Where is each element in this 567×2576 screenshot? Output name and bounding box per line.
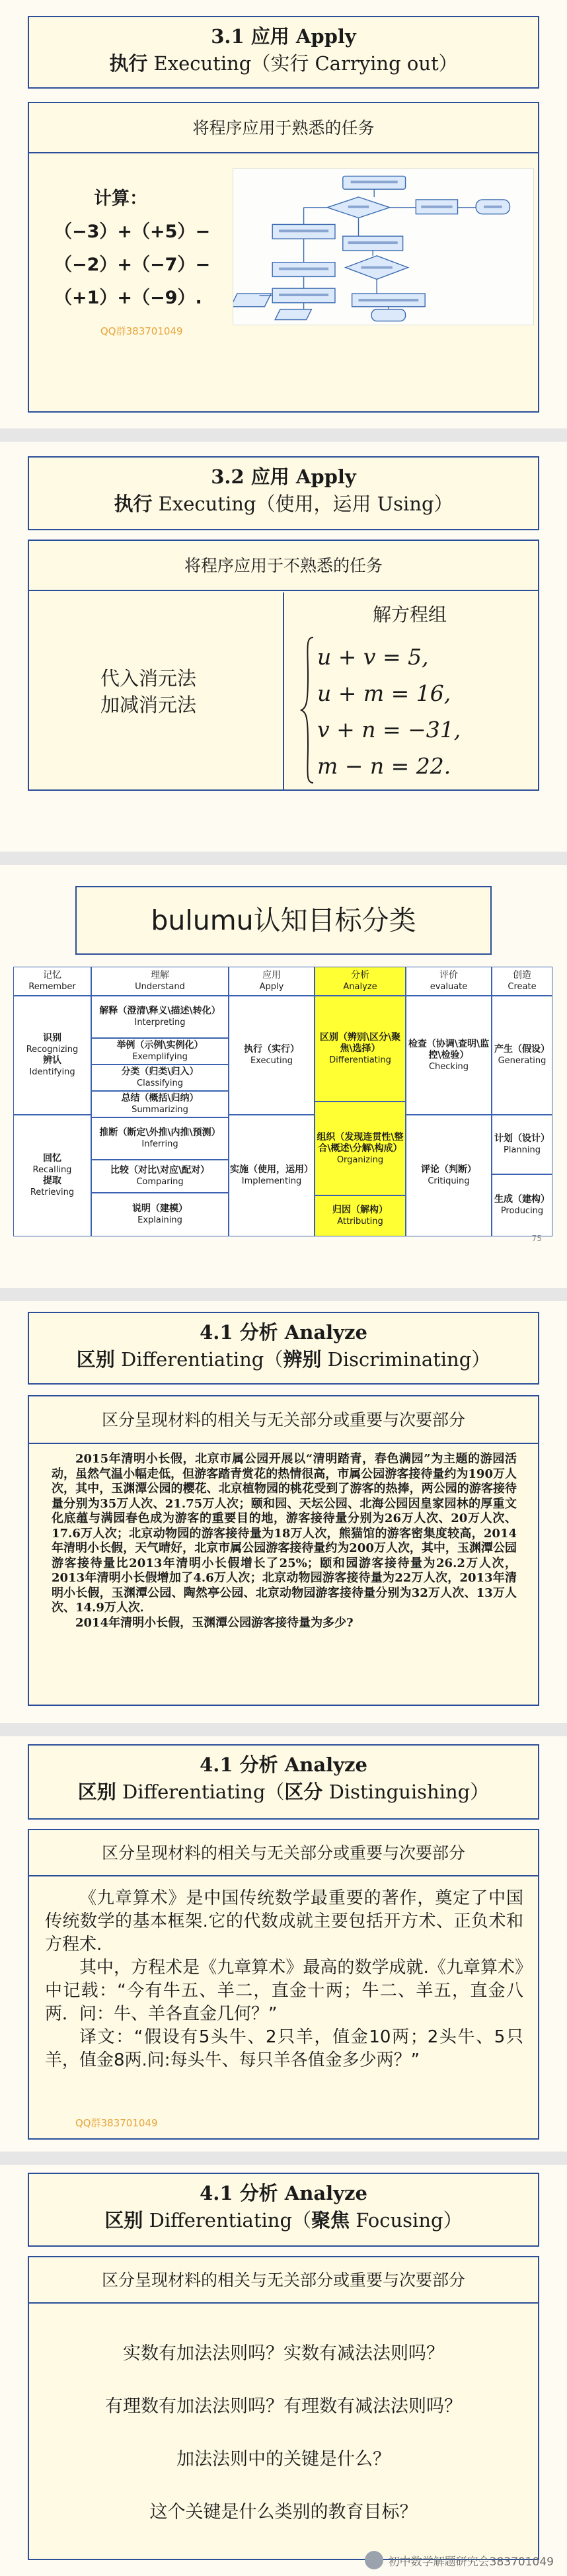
- create-producing: 生成（建构） Producing: [492, 1174, 552, 1236]
- header-understand: 理解 Understand: [91, 967, 229, 996]
- calc-title: 计算：: [94, 188, 147, 209]
- remember-identifying: 识别 Recognizing 辨认 Identifying: [13, 996, 91, 1115]
- taxonomy-table: [0, 967, 567, 1244]
- slide-4-1-analyze-distinguishing: [0, 1736, 567, 2152]
- question: 实数有加法法则吗？实数有减法法则吗？: [123, 2343, 444, 2364]
- calc-line: （−3）+（+5）−: [54, 221, 211, 242]
- title-line-2: 区别 Differentiating（区分 Distinguishing）: [77, 1781, 490, 1803]
- slide-3-1-apply-executing: [0, 0, 567, 428]
- qq-watermark: QQ群383701049: [75, 2117, 158, 2129]
- title-line-2: 执行 Executing（使用，运用 Using）: [114, 493, 453, 515]
- content-panel: [28, 540, 539, 791]
- question: 有理数有加法法则吗？有理数有减法法则吗？: [105, 2396, 462, 2417]
- equation: u + m = 16,: [317, 680, 451, 706]
- understand-summarizing: 总结（概括\归纳） Summarizing: [91, 1091, 229, 1117]
- slide-3-2-apply-implementing: [0, 442, 567, 852]
- title-line-2: 区别 Differentiating（聚焦 Focusing）: [104, 2209, 463, 2232]
- task-heading: 区分呈现材料的相关与无关部分或重要与次要部分: [29, 2257, 538, 2304]
- qq-watermark: QQ群383701049: [100, 325, 183, 337]
- task-heading: 将程序应用于熟悉的任务: [29, 103, 538, 153]
- methods: [100, 665, 196, 718]
- title-line-1: 3.1 应用 Apply: [211, 25, 356, 48]
- equation: m − n = 22.: [317, 753, 451, 779]
- equation-system: [317, 639, 461, 784]
- question: 加法法则中的关键是什么？: [176, 2449, 391, 2470]
- equation: u + v = 5,: [317, 644, 429, 670]
- header-apply: 应用 Apply: [229, 967, 315, 996]
- header-analyze: 分析 Analyze: [315, 967, 406, 996]
- flowchart-image: [233, 168, 534, 325]
- task-heading: 区分呈现材料的相关与无关部分或重要与次要部分: [29, 1396, 538, 1444]
- separator: [0, 1288, 567, 1301]
- understand-interpreting: 解释（澄清\释义\描述\转化） Interpreting: [91, 996, 229, 1038]
- analyze-differentiating: 区别（辨别\区分\聚焦\选择） Differentiating: [315, 996, 406, 1102]
- header-create: 创造 Create: [492, 967, 552, 996]
- apply-executing: 执行（实行） Executing: [229, 996, 315, 1115]
- analyze-attributing: 归因（解构） Attributing: [315, 1195, 406, 1236]
- content-panel: [28, 102, 539, 413]
- apply-implementing: 实施（使用，运用） Implementing: [229, 1115, 315, 1236]
- wechat-icon: [365, 2551, 383, 2569]
- problem-text: [45, 1887, 523, 2072]
- slide-title: [28, 456, 539, 530]
- title-line-2: 执行 Executing（实行 Carrying out）: [109, 52, 458, 75]
- evaluate-critiquing: 评论（判断） Critiquing: [406, 1115, 492, 1236]
- understand-classifying: 分类（归类\归入） Classifying: [91, 1065, 229, 1091]
- slide-title: [28, 2173, 539, 2247]
- method-addition: 加减消元法: [100, 694, 197, 716]
- title-line-1: 4.1 分析 Analyze: [200, 2182, 367, 2204]
- understand-comparing: 比较（对比\对应\配对） Comparing: [91, 1160, 229, 1193]
- header-evaluate: 评价 evaluate: [406, 967, 492, 996]
- title-line-2: 区别 Differentiating（辨别 Discriminating）: [76, 1348, 491, 1371]
- calc-line: （−2）+（−7）−: [54, 255, 211, 275]
- task-heading: 将程序应用于不熟悉的任务: [29, 541, 538, 591]
- system-title: 解方程组: [373, 604, 447, 625]
- content-panel: [28, 2256, 539, 2560]
- separator: [0, 428, 567, 442]
- remember-retrieving: 回忆 Recalling 提取 Retrieving: [13, 1115, 91, 1236]
- understand-exemplifying: 举例（示例\实例化） Exemplifying: [91, 1038, 229, 1065]
- paragraph: 2015年清明小长假，北京市属公园开展以“清明踏青，春色满园”为主题的游园活动，虽然气温小幅走低，但游客踏青赏花的热情很高，市属公园游客接待量约为190万人次，其中，玉渊潭公园的樱花、北京植物园的桃花受到了游客的热捧，两公园的游客接待量分别为35万人次、21.75万人次；颐和园、天坛公园、北海公园因皇家园林的厚重文化底蕴与满园春色成为游客的重要目的地，游客接待量分别为26万人次、20万人次、17.6万人次；北京动物园的游客接待量为18万人次，熊猫馆的游客密集度较高，2014年清明小长假，天气晴好，北京市属公园游客接待量约为200万人次，其中，玉渊潭公园游客接待量比2013年清明小长假增长了25%；颐和园游客接待量为26.2万人次，2013年清明小长假增加了4.6万人次；北京动物园游客接待量为22万人次，2013年清明小长假，玉渊潭公园、陶然亭公园、北京动物园游客接待量分别为32万人次、13万人次、14.9万人次．: [52, 1452, 517, 1615]
- task-heading: 区分呈现材料的相关与无关部分或重要与次要部分: [29, 1830, 538, 1876]
- separator: [0, 852, 567, 865]
- paragraph: 译文：“假设有5头牛、2只羊，值金10两；2头牛、5只羊，值金8两.问:每头牛、每只羊各值金多少两？”: [45, 2027, 523, 2070]
- paragraph: 其中，方程术是《九章算术》最高的数学成就.《九章算术》中记载：“今有牛五、羊二，直金十两；牛二、羊五，直金八两．问：牛、羊各直金几何？”: [45, 1958, 523, 2024]
- questions: [29, 2327, 538, 2539]
- create-planning: 计划（设计） Planning: [492, 1115, 552, 1174]
- header-remember: 记忆 Remember: [13, 967, 91, 996]
- title-line-1: 4.1 分析 Analyze: [200, 1753, 367, 1776]
- slide-title: [28, 1744, 539, 1820]
- page-number: 75: [531, 1234, 542, 1243]
- title-line-1: 3.2 应用 Apply: [211, 465, 356, 488]
- calculation-problem: [54, 182, 226, 315]
- method-substitution: 代入消元法: [100, 667, 197, 690]
- understand-explaining: 说明（建模） Explaining: [91, 1193, 229, 1236]
- separator: [0, 2152, 567, 2165]
- understand-inferring: 推断（断定\外推\内推\预测） Inferring: [91, 1117, 229, 1160]
- content-split: [29, 592, 538, 791]
- slide-title: [28, 1312, 539, 1385]
- problem-text: [52, 1452, 517, 1630]
- calc-line: （+1）+（−9）.: [54, 288, 202, 308]
- slide-title: bulumu认知目标分类: [75, 886, 492, 955]
- create-generating: 产生（假设） Generating: [492, 996, 552, 1115]
- left-brace: [300, 636, 316, 784]
- watermark-text: 初中数学解题研究会383701049: [388, 2555, 554, 2569]
- slide-title: [28, 16, 539, 89]
- separator: [0, 1723, 567, 1736]
- slide-4-1-analyze-discriminating: [0, 1301, 567, 1723]
- evaluate-checking: 检查（协调\查明\监控\检验） Checking: [406, 996, 492, 1115]
- title-line-1: 4.1 分析 Analyze: [200, 1321, 367, 1344]
- question: 2014年清明小长假，玉渊潭公园游客接待量为多少?: [75, 1615, 354, 1630]
- question: 这个关键是什么类别的教育目标？: [149, 2502, 418, 2522]
- equation: v + n = −31,: [317, 717, 461, 743]
- analyze-organizing: 组织（发现连贯性\整合\概述\分解\构成） Organizing: [315, 1102, 406, 1195]
- slide-4-1-analyze-focusing: [0, 2165, 567, 2576]
- footer-watermark: [365, 2551, 554, 2569]
- paragraph: 《九章算术》是中国传统数学最重要的著作，奠定了中国传统数学的基本框架.它的代数成就主要包括开方术、正负术和方程术.: [45, 1888, 523, 1954]
- content-panel: [28, 1829, 539, 2140]
- slide-bloom-taxonomy: [0, 865, 567, 1288]
- content-panel: [28, 1395, 539, 1706]
